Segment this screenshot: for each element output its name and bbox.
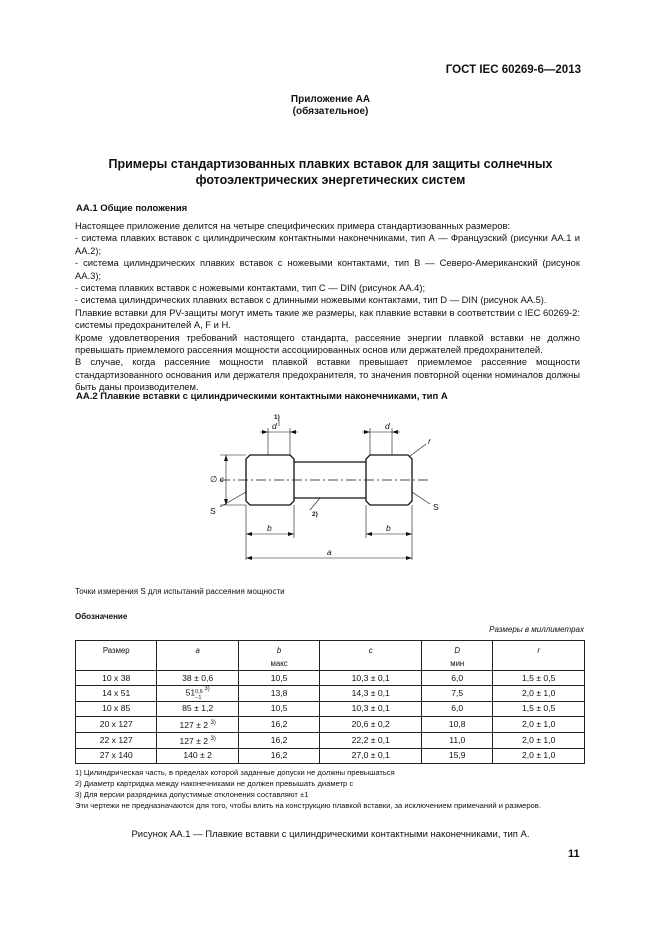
table-cell: 127 ± 2 $^{3)}$: [157, 732, 238, 748]
paragraph: - система плавких вставок с ножевыми контактами, тип С — DIN (рисунок АА.4);: [75, 282, 426, 294]
table-cell: 11,0: [422, 732, 493, 748]
table-cell: 22 x 127: [76, 732, 157, 748]
table-cell: 127 ± 2 $^{3)}$: [157, 716, 238, 732]
paragraph: Кроме удовлетворения требований настоящего стандарта, рассеяние энергии плавкой вставки не должно превышать приемлемого рассеяния мощности ассоциированных основ или держателей предохранителей.: [75, 331, 580, 356]
note-1: 1) Цилиндрическая часть, в пределах которой заданные допуски не должны превышаться: [75, 768, 395, 777]
appendix-status: (обязательное): [292, 106, 369, 117]
dim-b-left: b: [267, 523, 272, 533]
dim-r: r: [428, 436, 431, 446]
table-cell: 2,0 ± 1,0: [493, 716, 585, 732]
table-row: [76, 671, 585, 686]
header-cell: b макс: [238, 641, 319, 671]
table-cell: 140 ± 2: [157, 748, 238, 763]
table-row: [76, 686, 585, 702]
fuse-drawing: [190, 410, 460, 580]
table-cell: 7,5: [422, 686, 493, 702]
table-cell: 2,0 ± 1,0: [493, 686, 585, 702]
measure-point-s-right: S: [433, 502, 439, 512]
dimensions-table: [75, 640, 585, 764]
table-cell: 15,9: [422, 748, 493, 763]
table-cell: 16,2: [238, 748, 319, 763]
table-row: [76, 701, 585, 716]
paragraph: Плавкие вставки для PV-защиты могут иметь такие же размеры, как плавкие вставки в соответствии с IEC 60269-2: системы предохранителей А, F и Н.: [75, 306, 580, 331]
header-cell: D мин: [422, 641, 493, 671]
note-4: Эти чертежи не предназначаются для того, чтобы влить на конструкцию плавкой вставки, за исключением примечаний и размеров.: [75, 801, 541, 810]
table-row: [76, 716, 585, 732]
table-row: [76, 748, 585, 763]
measure-point-s-left: S: [210, 506, 216, 516]
table-cell: 13,8: [238, 686, 319, 702]
table-notes: [75, 767, 585, 811]
figure-caption: Рисунок АА.1 — Плавкие вставки с цилиндрическими контактными наконечниками, тип А.: [131, 829, 530, 840]
section-1-body: [75, 220, 580, 394]
paragraph: Настоящее приложение делится на четыре специфических примера стандартизованных размеров:: [75, 220, 511, 231]
document-header: ГОСТ IEC 60269-6—2013: [445, 64, 581, 76]
table-cell: 27 x 140: [76, 748, 157, 763]
table-cell: 14,3 ± 0,1: [320, 686, 422, 702]
table-cell: 1,5 ± 0,5: [493, 671, 585, 686]
header-cell: c: [320, 641, 422, 671]
table-cell: 1,5 ± 0,5: [493, 701, 585, 716]
paragraph: - система цилиндрических плавких вставок с длинными ножевыми контактами, тип D — DIN (рисунок АА.5).: [75, 294, 547, 306]
designation-label: Обозначение: [75, 612, 128, 621]
note-3: 3) Для версии разрядника допустимые отклонения составляют ±1: [75, 790, 309, 799]
dim-b-right: b: [386, 523, 391, 533]
appendix-title: Приложение АА: [290, 94, 371, 105]
dim-d-right: d: [385, 421, 390, 431]
table-cell: 6,0: [422, 671, 493, 686]
dim-d-left: d: [272, 421, 277, 431]
header-cell: Размер: [76, 641, 157, 671]
header-cell: a: [157, 641, 238, 671]
table-cell: 10 x 38: [76, 671, 157, 686]
table-row: [76, 732, 585, 748]
table-cell: 10,3 ± 0,1: [320, 671, 422, 686]
dim-a: a: [327, 547, 332, 557]
main-title-line-1: Примеры стандартизованных плавких вставок для защиты солнечных: [108, 157, 553, 171]
dim-c: ∅ c: [210, 474, 225, 484]
page-number: 11: [568, 848, 580, 860]
table-cell: 10,5: [238, 701, 319, 716]
table-cell: 51 0,6 $^{3)}$ −1: [157, 686, 238, 702]
table-cell: 10,8: [422, 716, 493, 732]
table-cell: 6,0: [422, 701, 493, 716]
table-cell: 10,3 ± 0,1: [320, 701, 422, 716]
main-title: [60, 156, 601, 188]
table-header-row: [76, 641, 585, 671]
table-cell: 2,0 ± 1,0: [493, 732, 585, 748]
note-2: 2) Диаметр картриджа между наконечниками не должен превышать диаметр c: [75, 779, 354, 788]
note-1-mark: 1): [274, 414, 280, 421]
paragraph: В случае, когда рассеяние мощности плавкой вставки превышает приемлемое рассеяние мощности стандартизованного основания или держателя предохранителя, то значения повторной оценки номиналов должны быть даны производителем.: [75, 356, 580, 393]
units-label: Размеры в миллиметрах: [489, 625, 584, 634]
header-cell: r: [493, 641, 585, 671]
table-cell: 2,0 ± 1,0: [493, 748, 585, 763]
table-cell: 16,2: [238, 716, 319, 732]
section-2-heading: АА.2 Плавкие вставки с цилиндрическими контактными наконечниками, тип А: [76, 391, 448, 402]
note-2-mark: 2): [312, 511, 318, 518]
table-cell: 20 x 127: [76, 716, 157, 732]
measurement-note: Точки измерения S для испытаний рассеяния мощности: [75, 587, 285, 596]
table-cell: 10,5: [238, 671, 319, 686]
table-cell: 85 ± 1,2: [157, 701, 238, 716]
main-title-line-2: фотоэлектрических энергетических систем: [195, 173, 466, 187]
paragraph: - система плавких вставок с цилиндрическим контактными наконечниками, тип А — Французский (рисунки АА.1 и АА.2);: [75, 232, 580, 256]
table-cell: 20,6 ± 0,2: [320, 716, 422, 732]
table-cell: 38 ± 0,6: [157, 671, 238, 686]
table-cell: 10 x 85: [76, 701, 157, 716]
paragraph: - система цилиндрических плавких вставок с ножевыми контактами, тип В — Северо-Американский (рисунок АА.3);: [75, 257, 580, 281]
table-cell: 14 x 51: [76, 686, 157, 702]
table-cell: 22,2 ± 0,1: [320, 732, 422, 748]
table-cell: 27,0 ± 0,1: [320, 748, 422, 763]
table-cell: 16,2: [238, 732, 319, 748]
section-1-heading: АА.1 Общие положения: [76, 203, 188, 214]
